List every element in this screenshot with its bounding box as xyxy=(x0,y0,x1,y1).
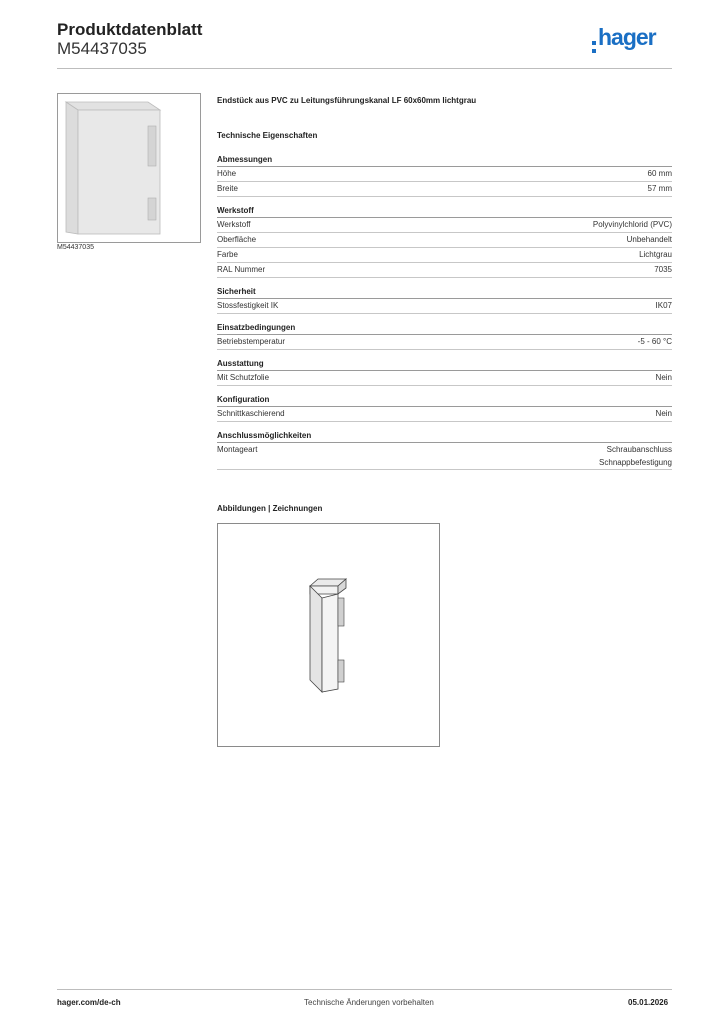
product-thumbnail xyxy=(57,93,201,243)
spec-value: 60 mm xyxy=(647,169,672,178)
page-title: Produktdatenblatt xyxy=(57,20,203,39)
drawings-heading: Abbildungen | Zeichnungen xyxy=(217,504,323,513)
footer-divider xyxy=(57,989,672,990)
spec-group-connection-options xyxy=(217,430,672,470)
thumbnail-caption: M54437035 xyxy=(57,244,94,251)
spec-group-title: Werkstoff xyxy=(217,205,672,218)
spec-group-title: Ausstattung xyxy=(217,358,672,371)
spec-group-dimensions xyxy=(217,154,672,197)
spec-value: Polyvinylchlorid (PVC) xyxy=(592,220,672,229)
spec-row xyxy=(217,263,672,278)
product-code: M54437035 xyxy=(57,39,147,58)
spec-value: Unbehandelt xyxy=(626,235,672,244)
spec-row xyxy=(217,218,672,233)
spec-group-material xyxy=(217,205,672,278)
spec-value: IK07 xyxy=(655,301,672,310)
spec-label: Stossfestigkeit IK xyxy=(217,301,279,310)
spec-label: Oberfläche xyxy=(217,235,257,244)
spec-row xyxy=(217,335,672,350)
spec-row xyxy=(217,182,672,197)
spec-label: Farbe xyxy=(217,250,238,259)
spec-label: Werkstoff xyxy=(217,220,251,229)
spec-row xyxy=(217,299,672,314)
logo-text: hager xyxy=(598,24,656,50)
spec-label: Schnittkaschierend xyxy=(217,409,285,418)
footer-disclaimer: Technische Änderungen vorbehalten xyxy=(304,998,434,1007)
header-divider xyxy=(57,68,672,69)
spec-value: Nein xyxy=(655,373,672,382)
spec-row xyxy=(217,407,672,422)
spec-label: Mit Schutzfolie xyxy=(217,373,270,382)
product-description: Endstück aus PVC zu Leitungsführungskanal LF 60x60mm lichtgrau xyxy=(217,96,477,105)
spec-row xyxy=(217,233,672,248)
spec-group-title: Sicherheit xyxy=(217,286,672,299)
spec-label: Höhe xyxy=(217,169,237,178)
spec-group-title: Konfiguration xyxy=(217,394,672,407)
spec-group-title: Einsatzbedingungen xyxy=(217,322,672,335)
spec-value: Schraubanschluss xyxy=(606,445,672,454)
spec-row xyxy=(217,443,672,470)
spec-group-safety xyxy=(217,286,672,314)
spec-value: 57 mm xyxy=(647,184,672,193)
spec-value: 7035 xyxy=(654,265,672,274)
footer-website-link[interactable]: hager.com/de-ch xyxy=(57,998,121,1007)
spec-group-title: Anschlussmöglichkeiten xyxy=(217,430,672,443)
spec-value: Schnappbefestigung xyxy=(599,458,672,467)
spec-row xyxy=(217,248,672,263)
spec-table xyxy=(217,150,672,478)
spec-value: Nein xyxy=(655,409,672,418)
spec-label: Breite xyxy=(217,184,238,193)
tech-properties-heading: Technische Eigenschaften xyxy=(217,131,318,140)
footer-date: 05.01.2026 xyxy=(628,998,669,1007)
spec-label: RAL Nummer xyxy=(217,265,266,274)
spec-label: Betriebstemperatur xyxy=(217,337,286,346)
spec-row xyxy=(217,371,672,386)
logo-colon-icon xyxy=(592,41,596,53)
spec-group-operating-conditions xyxy=(217,322,672,350)
spec-value-group xyxy=(599,443,672,469)
spec-group-configuration xyxy=(217,394,672,422)
hager-logo xyxy=(592,24,656,53)
spec-group-equipment xyxy=(217,358,672,386)
spec-value: -5 - 60 °C xyxy=(637,337,672,346)
spec-row xyxy=(217,167,672,182)
spec-label: Montageart xyxy=(217,445,258,454)
spec-group-title: Abmessungen xyxy=(217,154,672,167)
product-drawing xyxy=(217,523,440,747)
spec-value: Lichtgrau xyxy=(639,250,672,259)
